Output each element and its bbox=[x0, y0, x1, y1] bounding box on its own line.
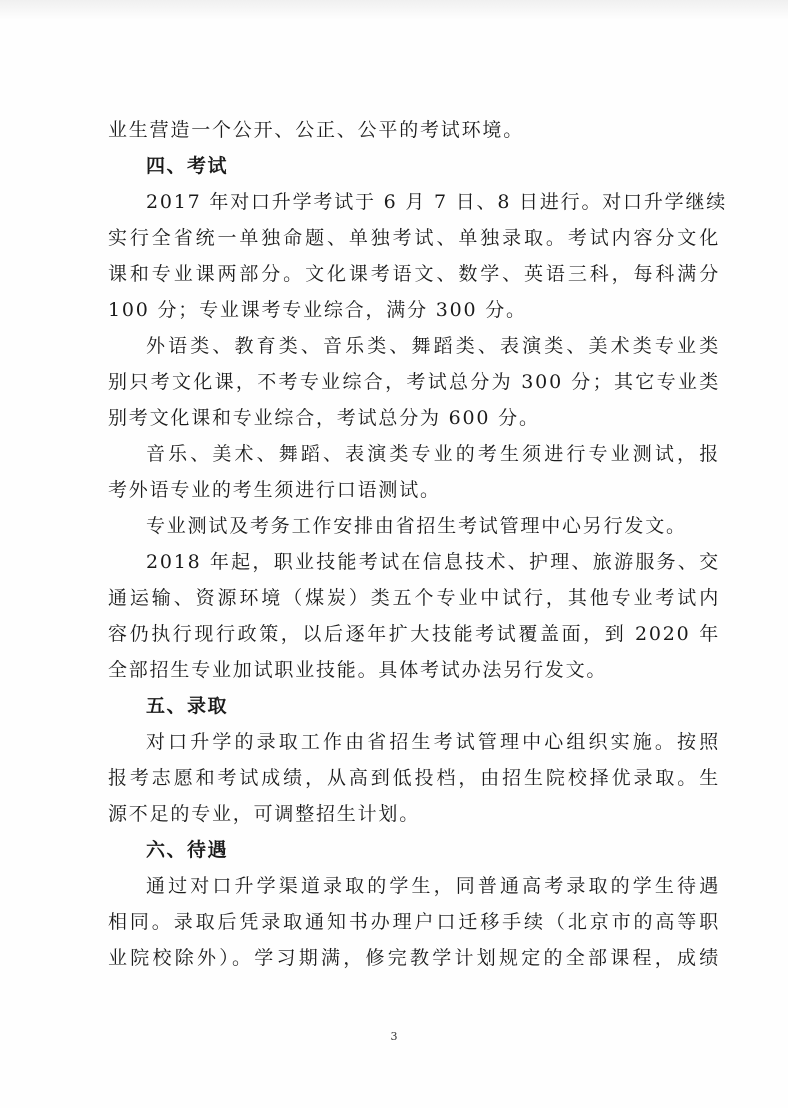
document-body bbox=[108, 112, 728, 976]
body-line: 通过对口升学渠道录取的学生，同普通高考录取的学生待遇 bbox=[146, 875, 720, 897]
body-line: 实行全省统一单独命题、单独考试、单独录取。考试内容分文化 bbox=[108, 227, 720, 249]
body-line: 音乐、美术、舞蹈、表演类专业的考生须进行专业测试，报 bbox=[146, 443, 720, 465]
body-line: 业院校除外）。学习期满，修完教学计划规定的全部课程，成绩 bbox=[108, 947, 720, 969]
body-line: 课和专业课两部分。文化课考语文、数学、英语三科，每科满分 bbox=[108, 263, 720, 285]
page-number: 3 bbox=[390, 1030, 398, 1043]
body-line: 报考志愿和考试成绩，从高到低投档，由招生院校择优录取。生 bbox=[108, 767, 720, 789]
body-line: 全部招生专业加试职业技能。具体考试办法另行发文。 bbox=[108, 659, 608, 681]
body-line: 专业测试及考务工作安排由省招生考试管理中心另行发文。 bbox=[146, 515, 687, 537]
body-line: 业生营造一个公开、公正、公平的考试环境。 bbox=[108, 119, 525, 141]
body-line: 容仍执行现行政策，以后逐年扩大技能考试覆盖面，到 2020 年 bbox=[108, 623, 720, 645]
body-line: 外语类、教育类、音乐类、舞蹈类、表演类、美术类专业类 bbox=[146, 335, 720, 357]
body-line: 100 分；专业课考专业综合，满分 300 分。 bbox=[108, 299, 527, 321]
body-line: 2017 年对口升学考试于 6 月 7 日、8 日进行。对口升学继续 bbox=[146, 191, 728, 213]
body-line: 考外语专业的考生须进行口语测试。 bbox=[108, 479, 441, 501]
body-line: 别只考文化课，不考专业综合，考试总分为 300 分；其它专业类 bbox=[108, 371, 720, 393]
body-line: 别考文化课和专业综合，考试总分为 600 分。 bbox=[108, 407, 540, 429]
section-heading-admission: 五、录取 bbox=[146, 695, 229, 717]
section-heading-exam: 四、考试 bbox=[146, 155, 229, 177]
body-line: 通运输、资源环境（煤炭）类五个专业中试行，其他专业考试内 bbox=[108, 587, 720, 609]
body-line: 相同。录取后凭录取通知书办理户口迁移手续（北京市的高等职 bbox=[108, 911, 720, 933]
body-line: 源不足的专业，可调整招生计划。 bbox=[108, 803, 421, 825]
section-heading-treatment: 六、待遇 bbox=[146, 839, 229, 861]
body-line: 对口升学的录取工作由省招生考试管理中心组织实施。按照 bbox=[146, 731, 720, 753]
body-line: 2018 年起，职业技能考试在信息技术、护理、旅游服务、交 bbox=[146, 551, 720, 573]
scan-edge-shadow bbox=[0, 0, 788, 20]
